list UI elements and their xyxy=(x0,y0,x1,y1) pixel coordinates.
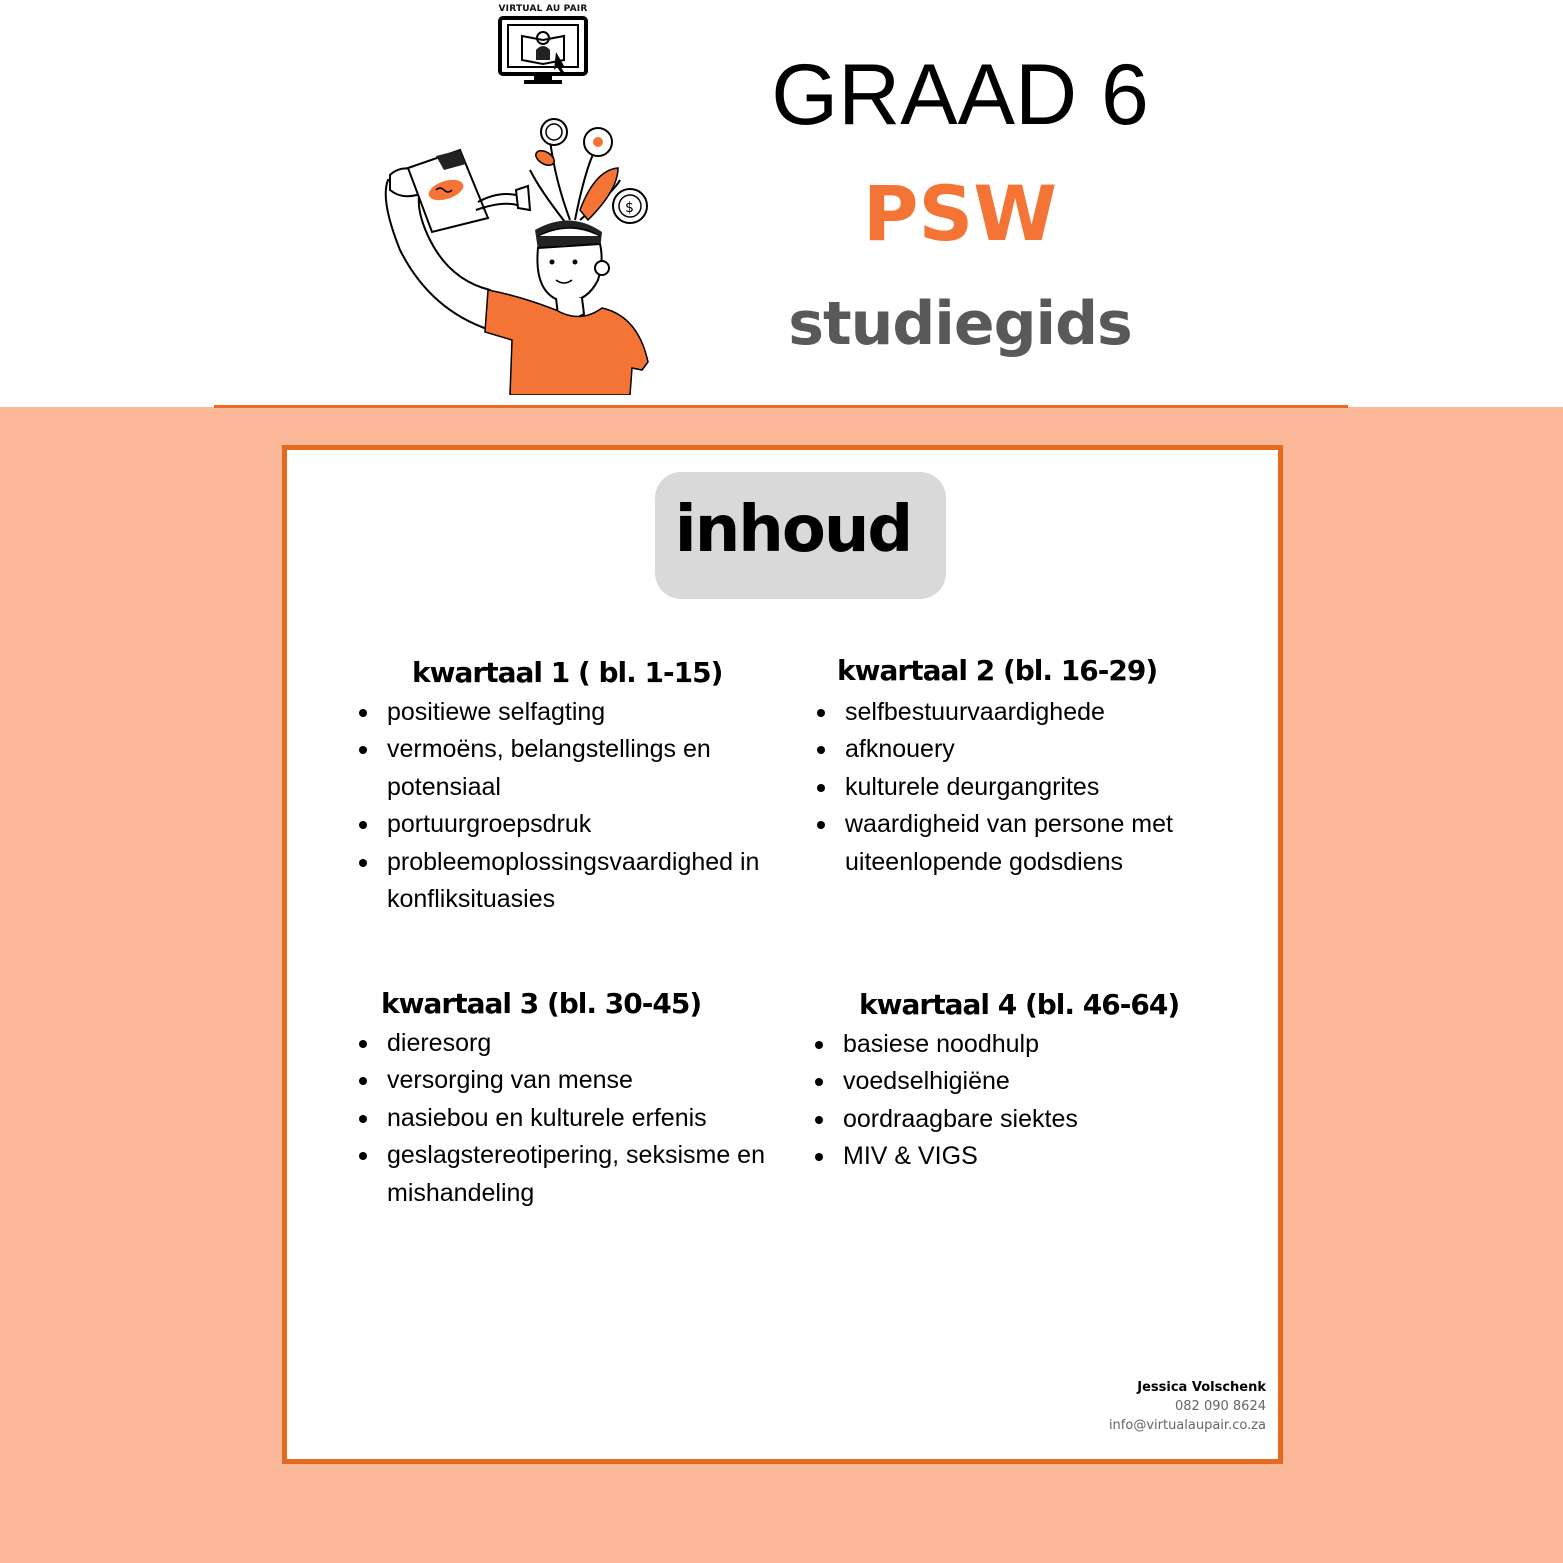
bullet-icon xyxy=(815,1116,823,1124)
contents-card xyxy=(282,445,1283,1464)
list-item: voedselhigiëne xyxy=(815,1063,1215,1101)
quarter-heading: kwartaal 3 (bl. 30-45) xyxy=(381,987,702,1020)
bullet-icon xyxy=(817,821,825,829)
contents-title: inhoud xyxy=(674,493,912,567)
topic-list xyxy=(817,694,1187,882)
quarter-4-section xyxy=(815,988,1215,1176)
list-item: waardigheid van persone met uiteenlopende godsdiens xyxy=(817,806,1187,881)
bullet-icon xyxy=(359,1152,367,1160)
list-item: selfbestuurvaardighede xyxy=(817,694,1187,732)
topic-list xyxy=(359,694,779,919)
subtitle: studiegids xyxy=(788,289,1132,359)
contents-title-badge xyxy=(655,472,946,599)
bullet-icon xyxy=(359,821,367,829)
list-item: oordraagbare siektes xyxy=(815,1101,1215,1139)
bullet-icon xyxy=(359,1040,367,1048)
list-item: versorging van mense xyxy=(359,1062,779,1100)
list-item: positiewe selfagting xyxy=(359,694,779,732)
topic-list xyxy=(359,1025,779,1213)
bullet-icon xyxy=(815,1041,823,1049)
list-item: basiese noodhulp xyxy=(815,1026,1215,1064)
svg-text:$: $ xyxy=(625,200,634,216)
bullet-icon xyxy=(815,1078,823,1086)
subject-title: PSW xyxy=(862,169,1058,258)
bullet-icon xyxy=(817,746,825,754)
list-item: MIV & VIGS xyxy=(815,1138,1215,1176)
bullet-icon xyxy=(359,1077,367,1085)
topic-list xyxy=(815,1026,1215,1176)
list-item: portuurgroepsdruk xyxy=(359,806,779,844)
logo-text: VIRTUAL AU PAIR xyxy=(498,4,588,14)
quarter-heading: kwartaal 2 (bl. 16-29) xyxy=(837,654,1158,687)
quarter-1-section xyxy=(359,656,779,919)
grade-title: GRAAD 6 xyxy=(771,47,1149,143)
quarter-heading: kwartaal 1 ( bl. 1-15) xyxy=(412,656,723,689)
list-item: dieresorg xyxy=(359,1025,779,1063)
virtual-au-pair-logo xyxy=(492,4,594,88)
contact-name: Jessica Volschenk xyxy=(1137,1380,1266,1395)
student-watering-head-illustration xyxy=(380,110,670,395)
list-item: geslagstereotipering, seksisme en mishandeling xyxy=(359,1137,779,1212)
bullet-icon xyxy=(359,1115,367,1123)
list-item: vermoëns, belangstellings en potensiaal xyxy=(359,731,779,806)
contact-phone: 082 090 8624 xyxy=(1175,1399,1266,1414)
quarter-3-section xyxy=(359,987,779,1212)
list-item: afknouery xyxy=(817,731,1187,769)
bullet-icon xyxy=(359,709,367,717)
bullet-icon xyxy=(817,784,825,792)
quarter-heading: kwartaal 4 (bl. 46-64) xyxy=(859,988,1180,1021)
contact-email[interactable]: info@virtualaupair.co.za xyxy=(1108,1418,1266,1433)
list-item: kulturele deurgangrites xyxy=(817,769,1187,807)
divider-line xyxy=(214,405,1348,408)
bullet-icon xyxy=(359,746,367,754)
contact-info xyxy=(1109,1378,1266,1435)
bullet-icon xyxy=(817,709,825,717)
bullet-icon xyxy=(815,1153,823,1161)
quarter-2-section xyxy=(817,654,1187,881)
list-item: probleemoplossingsvaardighed in konfliksituasies xyxy=(359,844,779,919)
monitor-icon xyxy=(492,16,594,88)
bullet-icon xyxy=(359,859,367,867)
list-item: nasiebou en kulturele erfenis xyxy=(359,1100,779,1138)
